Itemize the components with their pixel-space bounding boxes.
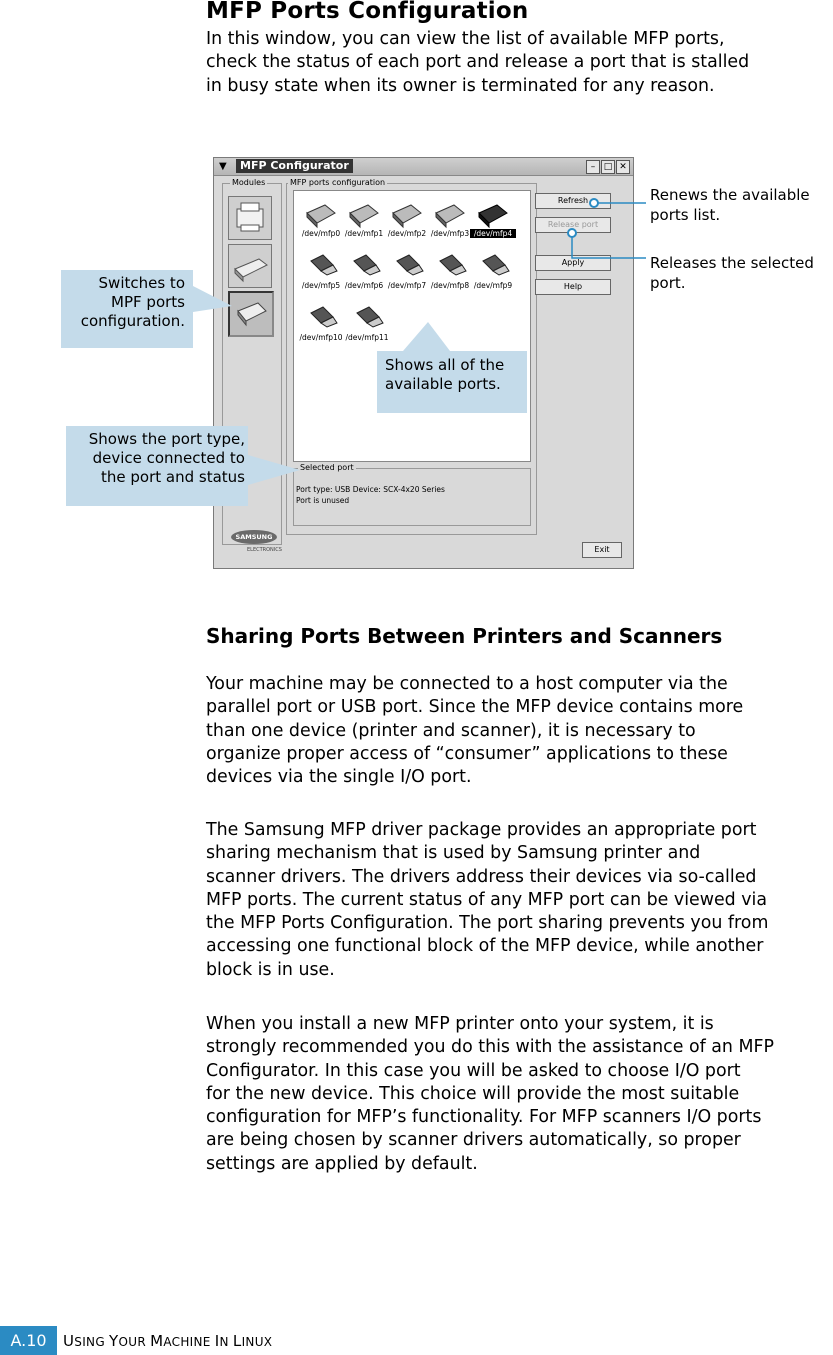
callout-line: device connected to [92,449,245,467]
all-ports-pointer [403,322,450,351]
paragraph-1 [206,673,832,789]
port-label: /dev/mfp2 [387,229,427,238]
help-button[interactable]: Help [535,279,611,295]
footer-text: OUR [118,1335,151,1349]
text-line: accessing one functional block of the MFP device, while another [206,936,764,957]
port-label: /dev/mfp1 [344,229,384,238]
footer-text: U [63,1332,75,1350]
callout-line: configuration. [80,312,185,330]
text-line: scanner drivers. The drivers address their devices via so-called [206,866,757,887]
port-label: /dev/mfp7 [387,281,427,290]
releases-marker [568,229,576,237]
footer-text: Y [109,1332,119,1350]
callout-line: Switches to [98,274,185,292]
selected-port-label: Selected port [300,463,354,472]
text-line: than one device (printer and scanner), it is necessary to [206,720,696,741]
note-line: port. [650,274,686,292]
port-label: /dev/mfp6 [344,281,384,290]
close-icon[interactable]: ✕ [616,160,630,174]
text-line: parallel port or USB port. Since the MFP device contains more [206,697,744,718]
text-line: MFP ports. The current status of any MFP port can be viewed via [206,889,768,910]
port-label: /dev/mfp8 [430,281,470,290]
running-footer [63,1332,272,1350]
maximize-icon[interactable]: □ [601,160,615,174]
text-line: sharing mechanism that is used by Samsung printer and [206,843,701,864]
text-line: configuration for MFP’s functionality. For MFP scanners I/O ports [206,1107,762,1128]
samsung-logo-subtext: ELECTRONICS [247,547,282,553]
note-line: Renews the available [650,186,810,204]
releases-leader-line [572,235,646,258]
text-line: in busy state when its owner is terminated for any reason. [206,75,715,96]
callout-line: MPF ports [111,293,185,311]
window-menu-icon[interactable]: ▼ [219,161,227,172]
port-label: /dev/mfp11 [345,333,389,342]
text-line: the MFP Ports Configuration. The port sharing prevents you from [206,913,769,934]
renews-marker [590,199,598,207]
text-line: block is in use. [206,959,335,980]
apply-button[interactable]: Apply [535,255,611,271]
paragraph-2 [206,819,832,982]
text-line: Your machine may be connected to a host computer via the [206,674,728,694]
port-label: /dev/mfp3 [430,229,470,238]
text-line: devices via the single I/O port. [206,767,472,788]
port-type-callout [66,426,248,506]
text-line: When you install a new MFP printer onto your system, it is [206,1014,714,1034]
all-ports-callout [377,351,527,413]
modules-label: Modules [232,178,266,187]
section-title: Sharing Ports Between Printers and Scanners [206,624,723,648]
note-line: ports list. [650,206,721,224]
exit-button[interactable]: Exit [582,542,622,558]
window-title: MFP Configurator [236,159,353,173]
text-line: check the status of each port and release a port that is stalled [206,52,750,73]
note-line: Releases the selected [650,254,814,272]
port-type-pointer [248,455,300,485]
callout-line: available ports. [385,375,501,393]
minimize-icon[interactable]: – [586,160,600,174]
callout-line: the port and status [101,468,245,486]
renews-note [650,185,810,225]
port-type-text: Port type: USB Device: SCX-4x20 Series [296,485,445,494]
section-title: MFP Ports Configuration [206,0,529,24]
callout-line: Shows the port type, [88,430,245,448]
footer-text: SING [74,1335,110,1349]
switches-callout [61,270,193,348]
text-line: are being chosen by scanner drivers automatically, so proper [206,1130,741,1151]
port-label: /dev/mfp4 [470,229,516,238]
footer-text: L [232,1332,242,1350]
text-line: Configurator. In this case you will be asked to choose I/O port [206,1060,741,1081]
port-label: /dev/mfp10 [299,333,343,342]
text-line: The Samsung MFP driver package provides an appropriate port [206,820,757,840]
port-label: /dev/mfp5 [301,281,341,290]
text-line: organize proper access of “consumer” applications to these [206,743,728,764]
footer-text: INUX [241,1335,273,1349]
page-number: A.10 [0,1326,57,1355]
text-line: settings are applied by default. [206,1153,478,1174]
samsung-logo: SAMSUNG [231,530,277,544]
text-line: In this window, you can view the list of available MFP ports, [206,29,725,49]
port-label: /dev/mfp0 [301,229,341,238]
paragraph-3 [206,1013,832,1176]
ports-config-label: MFP ports configuration [290,178,386,187]
footer-text: I [214,1332,220,1350]
callout-line: Shows all of the [385,356,505,374]
port-label: /dev/mfp9 [473,281,513,290]
refresh-button[interactable]: Refresh [535,193,611,209]
port-status-text: Port is unused [296,496,350,505]
releases-note [650,253,814,293]
switches-pointer [193,286,232,312]
text-line: for the new device. This choice will provide the most suitable [206,1083,740,1104]
footer-text: N [219,1335,233,1349]
footer-text: M [150,1332,164,1350]
text-line: strongly recommended you do this with the assistance of an MFP [206,1037,774,1058]
release-port-button[interactable]: Release port [535,217,611,233]
footer-text: ACHINE [163,1335,215,1349]
